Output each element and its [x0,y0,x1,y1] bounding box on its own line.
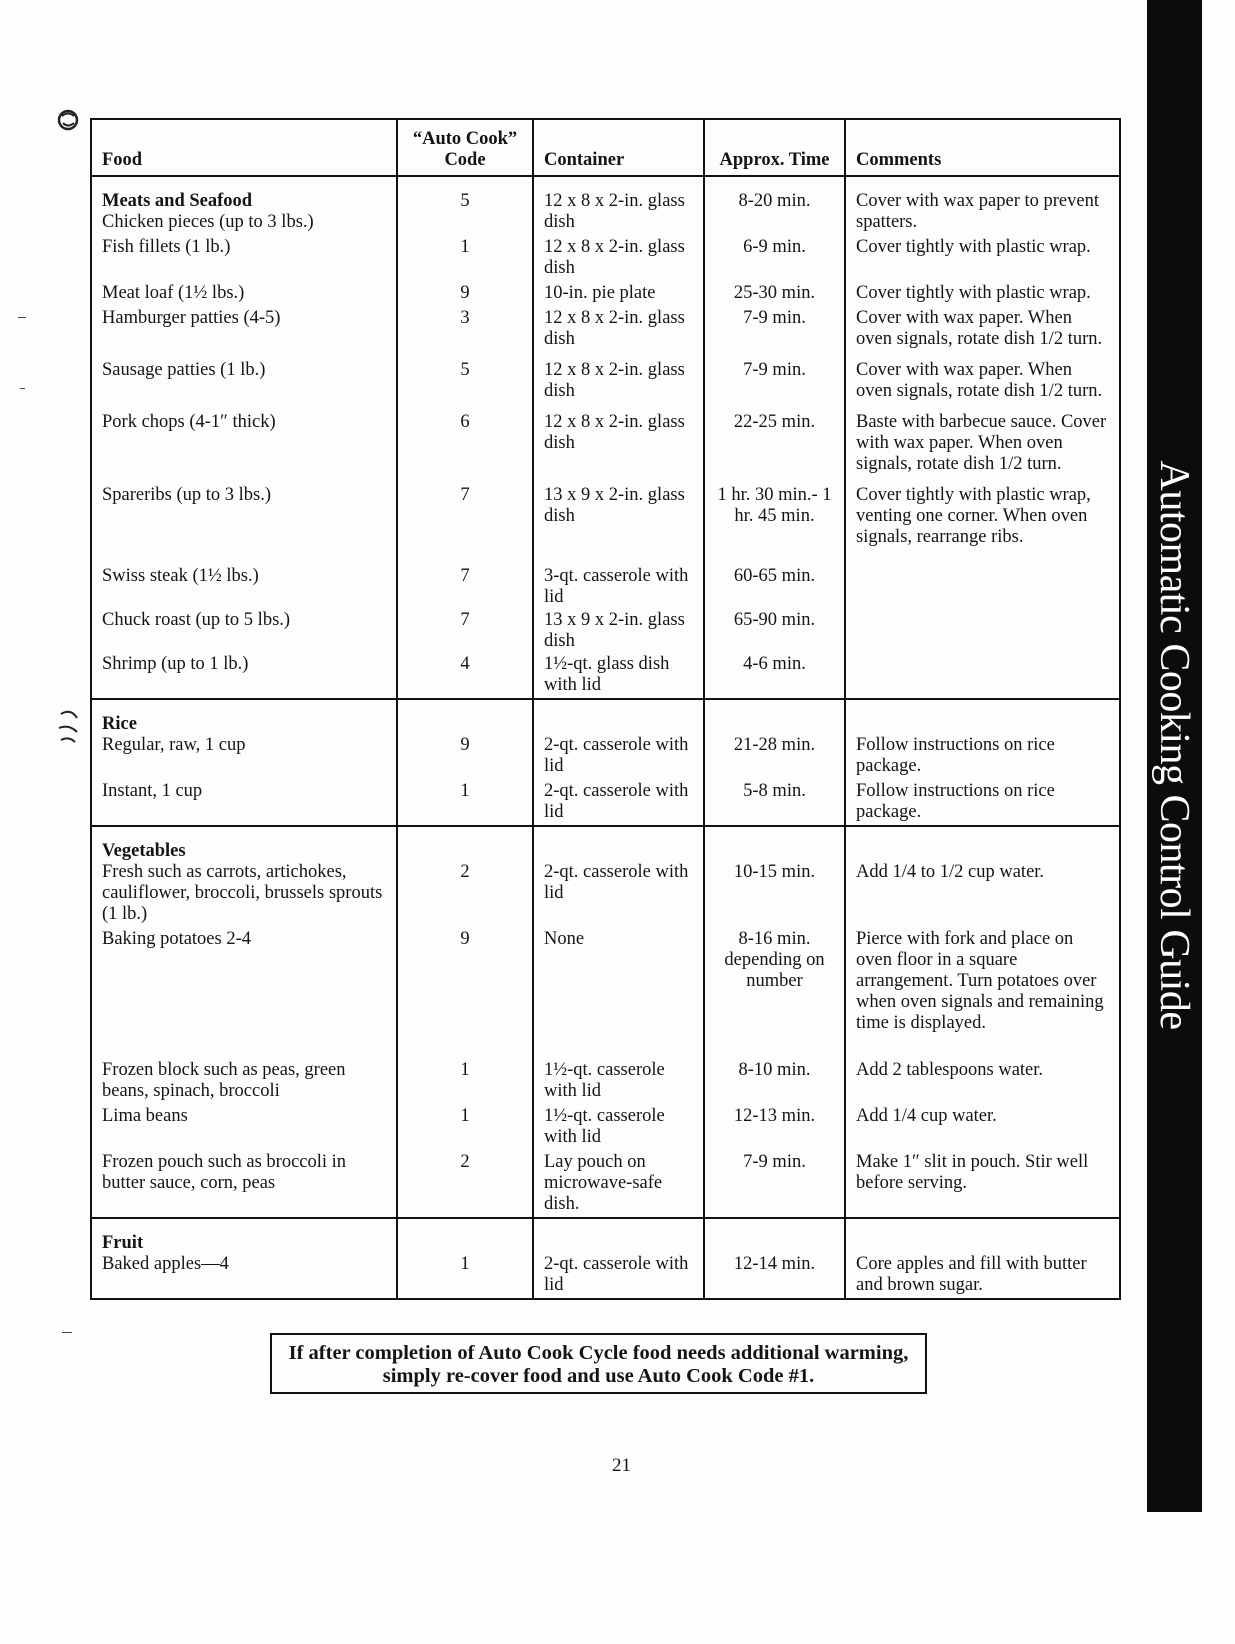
cell-container [533,485,704,566]
cell-code [397,699,533,781]
code-text: 6 [460,412,470,432]
cell-code [397,1106,533,1152]
swirl-mark-icon [57,708,81,744]
code-text: 4 [460,654,470,674]
table-row [91,699,1120,781]
cell-time [704,176,845,237]
time-text: 12-14 min. [733,1254,816,1274]
cell-food [91,485,397,566]
cell-comments [845,826,1120,929]
table-row [91,1152,1120,1218]
section-title: Rice [102,714,137,734]
cell-time [704,412,845,485]
comments-text: Add 1/4 cup water. [856,1106,997,1126]
cell-time [704,1152,845,1218]
container-text: 1½-qt. glass dish with lid [544,654,670,695]
time-text: 21-28 min. [733,735,816,755]
code-text: 7 [460,485,470,505]
cell-container [533,826,704,929]
time-text: 25-30 min. [733,283,816,303]
section-title: Fruit [102,1233,144,1253]
cell-comments [845,929,1120,1060]
container-text: 12 x 8 x 2-in. glass dish [544,191,685,232]
cell-container [533,566,704,610]
margin-tick [18,317,26,318]
table-row [91,826,1120,929]
auto-cook-notice [270,1333,927,1394]
code-text: 5 [460,360,470,380]
cell-time [704,283,845,308]
col-comments-header: Comments [845,119,1120,176]
section-title: Meats and Seafood [102,191,253,211]
margin-tick [20,388,25,389]
container-text: 2-qt. casserole with lid [544,1254,689,1295]
cell-time [704,1218,845,1299]
food-text: Shrimp (up to 1 lb.) [102,654,249,674]
cell-code [397,1218,533,1299]
table-row [91,1106,1120,1152]
food-text: Frozen pouch such as broccoli in butter sauce, corn, peas [102,1152,347,1193]
comments-text: Follow instructions on rice package. [856,735,1055,776]
comments-text: Pierce with fork and place on oven floor in a square arrangement. Turn potatoes over when oven signals and remaining time is displayed. [856,929,1104,1033]
cell-code [397,1152,533,1218]
section-fruit [91,1218,1120,1299]
code-text: 9 [460,283,470,303]
cell-container [533,237,704,283]
cell-food [91,308,397,360]
code-text: 7 [460,610,470,630]
comments-text: Core apples and fill with butter and brown sugar. [856,1254,1087,1295]
cell-comments [845,699,1120,781]
food-text: Fish fillets (1 lb.) [102,237,231,257]
cell-code [397,237,533,283]
cell-time [704,566,845,610]
cell-comments [845,485,1120,566]
col-code-header: “Auto Cook” Code [397,119,533,176]
cell-food [91,176,397,237]
table-row [91,610,1120,654]
time-text: 7-9 min. [743,308,806,328]
container-text: 13 x 9 x 2-in. glass dish [544,610,685,651]
cell-food [91,781,397,826]
table-row [91,283,1120,308]
cell-code [397,485,533,566]
food-text: Chuck roast (up to 5 lbs.) [102,610,291,630]
time-text: 60-65 min. [733,566,816,586]
container-text: 3-qt. casserole with lid [544,566,689,607]
comments-text: Cover with wax paper to prevent spatters. [856,191,1099,232]
cell-time [704,781,845,826]
time-text: 1 hr. 30 min.- 1 hr. 45 min. [717,485,832,526]
cell-comments [845,1060,1120,1106]
cell-comments [845,1152,1120,1218]
comments-text: Cover with wax paper. When oven signals, rotate dish 1/2 turn. [856,308,1103,349]
code-text: 1 [460,237,470,257]
food-text: Regular, raw, 1 cup [102,735,246,755]
margin-tick [62,1332,72,1333]
food-text: Hamburger patties (4-5) [102,308,281,328]
container-text: 12 x 8 x 2-in. glass dish [544,412,685,453]
cell-food [91,1106,397,1152]
auto-cook-table [90,118,1121,1300]
cell-food [91,566,397,610]
time-text: 12-13 min. [733,1106,816,1126]
container-text: 2-qt. casserole with lid [544,862,689,903]
swirl-mark-icon [55,107,81,133]
cell-container [533,1218,704,1299]
cell-code [397,781,533,826]
container-text: 10-in. pie plate [544,283,656,303]
code-text: 1 [460,781,470,801]
comments-text: Make 1″ slit in pouch. Stir well before serving. [856,1152,1089,1193]
cell-comments [845,781,1120,826]
cell-container [533,654,704,699]
food-text: Meat loaf (1½ lbs.) [102,283,245,303]
cell-time [704,610,845,654]
container-text: 13 x 9 x 2-in. glass dish [544,485,685,526]
cell-time [704,1106,845,1152]
cell-container [533,1106,704,1152]
food-text: Instant, 1 cup [102,781,203,801]
col-container-header: Container [533,119,704,176]
table-row [91,412,1120,485]
food-text: Pork chops (4-1″ thick) [102,412,276,432]
cell-food [91,1152,397,1218]
comments-text: Baste with barbecue sauce. Cover with wax paper. When oven signals, rotate dish 1/2 turn. [856,412,1107,474]
cell-food [91,360,397,412]
table-row [91,1060,1120,1106]
time-text: 4-6 min. [743,654,806,674]
table-row [91,176,1120,237]
cell-container [533,1060,704,1106]
cell-food [91,412,397,485]
food-text: Chicken pieces (up to 3 lbs.) [102,212,314,232]
comments-text: Follow instructions on rice package. [856,781,1055,822]
food-text: Baking potatoes 2-4 [102,929,252,949]
cell-food [91,1060,397,1106]
cell-comments [845,654,1120,699]
time-text: 5-8 min. [743,781,806,801]
cell-food [91,826,397,929]
cell-time [704,929,845,1060]
cell-food [91,610,397,654]
cell-code [397,826,533,929]
cell-comments [845,412,1120,485]
cell-time [704,308,845,360]
cell-container [533,283,704,308]
table-header-row [91,119,1120,176]
food-text: Swiss steak (1½ lbs.) [102,566,259,586]
container-text: 2-qt. casserole with lid [544,735,689,776]
cell-container [533,699,704,781]
sidebar-title: Automatic Cooking Control Guide [1151,460,1197,1030]
cell-code [397,176,533,237]
cell-time [704,1060,845,1106]
table-row [91,308,1120,360]
table-row [91,237,1120,283]
cell-code [397,360,533,412]
code-text: 1 [460,1254,470,1274]
food-text: Lima beans [102,1106,188,1126]
cell-code [397,308,533,360]
time-text: 8-10 min. [738,1060,811,1080]
food-text: Baked apples—4 [102,1254,229,1274]
cell-container [533,412,704,485]
cell-comments [845,283,1120,308]
cell-container [533,781,704,826]
food-text: Frozen block such as peas, green beans, spinach, broccoli [102,1060,346,1101]
cell-time [704,699,845,781]
cell-container [533,1152,704,1218]
page-number: 21 [612,1455,631,1476]
container-text: 1½-qt. casserole with lid [544,1060,665,1101]
cell-container [533,929,704,1060]
time-text: 10-15 min. [733,862,816,882]
notice-line: simply re-cover food and use Auto Cook Code #1. [382,1365,815,1387]
cell-container [533,610,704,654]
cell-time [704,237,845,283]
table-row [91,360,1120,412]
cell-food [91,929,397,1060]
cell-comments [845,566,1120,610]
code-text: 2 [460,1152,470,1172]
cell-code [397,412,533,485]
col-time-header: Approx. Time [704,119,845,176]
comments-text: Cover tightly with plastic wrap. [856,283,1091,303]
cell-code [397,654,533,699]
time-text: 6-9 min. [743,237,806,257]
code-text: 1 [460,1060,470,1080]
table-row [91,929,1120,1060]
section-meats [91,176,1120,699]
cell-code [397,610,533,654]
cell-comments [845,1218,1120,1299]
time-text: 65-90 min. [733,610,816,630]
cell-comments [845,1106,1120,1152]
table-row [91,566,1120,610]
container-text: 12 x 8 x 2-in. glass dish [544,237,685,278]
cell-container [533,308,704,360]
cell-food [91,1218,397,1299]
notice-line: If after completion of Auto Cook Cycle food needs additional warming, [288,1342,909,1364]
table-row [91,654,1120,699]
container-text: 12 x 8 x 2-in. glass dish [544,360,685,401]
food-text: Spareribs (up to 3 lbs.) [102,485,272,505]
container-text: 1½-qt. casserole with lid [544,1106,665,1147]
code-text: 1 [460,1106,470,1126]
code-text: 9 [460,929,470,949]
section-rice [91,699,1120,826]
comments-text: Add 1/4 to 1/2 cup water. [856,862,1045,882]
cell-food [91,283,397,308]
comments-text: Cover with wax paper. When oven signals, rotate dish 1/2 turn. [856,360,1103,401]
cell-comments [845,360,1120,412]
comments-text: Add 2 tablespoons water. [856,1060,1044,1080]
cell-comments [845,308,1120,360]
cell-time [704,826,845,929]
cell-code [397,1060,533,1106]
container-text: Lay pouch on microwave-safe dish. [544,1152,663,1214]
code-text: 3 [460,308,470,328]
table-row [91,781,1120,826]
cell-comments [845,237,1120,283]
container-text: 12 x 8 x 2-in. glass dish [544,308,685,349]
cell-comments [845,176,1120,237]
cell-food [91,654,397,699]
code-text: 5 [460,191,470,211]
cell-time [704,654,845,699]
cell-code [397,283,533,308]
cell-code [397,566,533,610]
cell-comments [845,610,1120,654]
table-row [91,485,1120,566]
cell-container [533,360,704,412]
food-text: Sausage patties (1 lb.) [102,360,266,380]
container-text: None [544,929,585,949]
time-text: 8-16 min. depending on number [724,929,825,991]
table-row [91,1218,1120,1299]
food-text: Fresh such as carrots, artichokes, cauliflower, broccoli, brussels sprouts (1 lb.) [102,862,383,924]
cell-code [397,929,533,1060]
section-title: Vegetables [102,841,186,861]
code-text: 7 [460,566,470,586]
cell-food [91,699,397,781]
time-text: 8-20 min. [738,191,811,211]
time-text: 7-9 min. [743,1152,806,1172]
time-text: 22-25 min. [733,412,816,432]
comments-text: Cover tightly with plastic wrap, venting one corner. When oven signals, rearrange ribs. [856,485,1091,547]
time-text: 7-9 min. [743,360,806,380]
cell-container [533,176,704,237]
cell-time [704,485,845,566]
col-food-header: Food [91,119,397,176]
cell-food [91,237,397,283]
cell-time [704,360,845,412]
code-text: 9 [460,735,470,755]
code-text: 2 [460,862,470,882]
section-vegetables [91,826,1120,1218]
comments-text: Cover tightly with plastic wrap. [856,237,1091,257]
container-text: 2-qt. casserole with lid [544,781,689,822]
